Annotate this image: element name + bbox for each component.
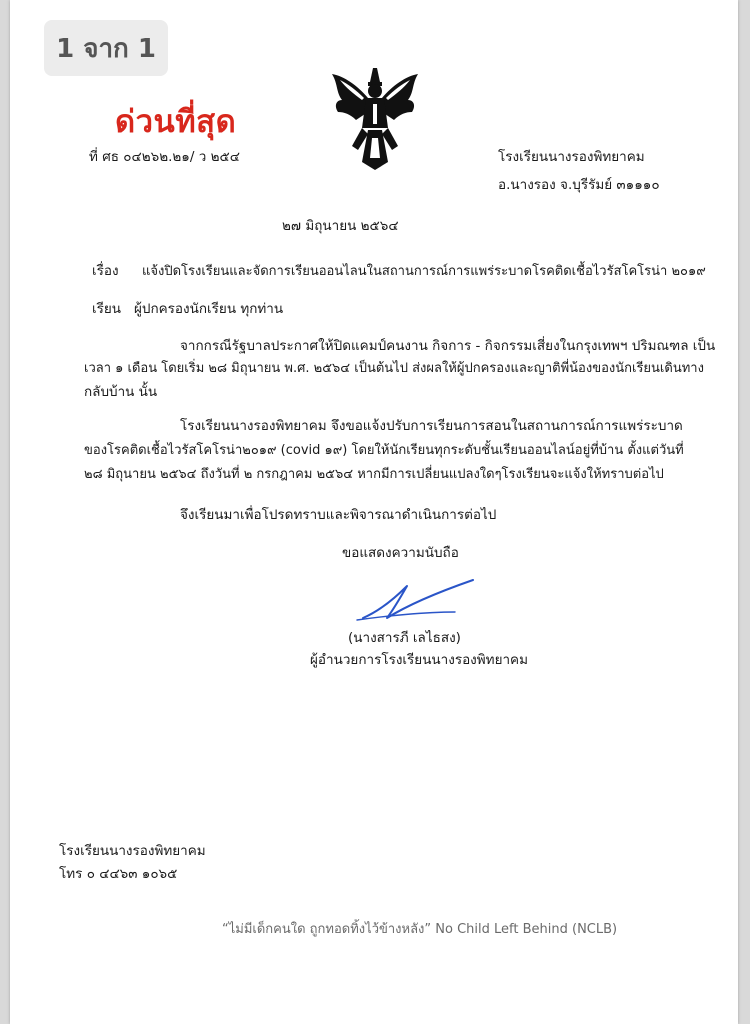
letter-date: ๒๗ มิถุนายน ๒๕๖๔ (282, 218, 399, 234)
body-line: กลับบ้าน นั้น (84, 384, 158, 400)
signer-name: (นางสารภี เลไธสง) (348, 630, 461, 646)
document-page (10, 0, 738, 1024)
reference-number: ที่ ศธ ๐๔๒๖๒.๒๑/ ว ๒๕๔ (89, 149, 240, 165)
motto: “ไม่มีเด็กคนใด ถูกทอดทิ้งไว้ข้างหลัง” No Child Left Behind (NCLB) (222, 922, 618, 937)
sender-name: โรงเรียนนางรองพิทยาคม (498, 149, 645, 165)
body-line: ๒๘ มิถุนายน ๒๕๖๔ ถึงวันที่ ๒ กรกฎาคม ๒๕๖๔ หากมีการเปลี่ยนแปลงใดๆโรงเรียนจะแจ้งให้ทราบต่อไป (84, 467, 664, 482)
signer-title: ผู้อำนวยการโรงเรียนนางรองพิทยาคม (310, 652, 528, 668)
footer-organization: โรงเรียนนางรองพิทยาคม (59, 843, 206, 859)
body-line: จากกรณีรัฐบาลประกาศให้ปิดแคมป์คนงาน กิจการ - กิจกรรมเสี่ยงในกรุงเทพฯ ปริมณฑล เป็น (180, 338, 716, 354)
salutation-label: เรียน (92, 301, 122, 317)
salutation-recipient: ผู้ปกครองนักเรียน ทุกท่าน (134, 301, 284, 317)
garuda-emblem-icon (328, 66, 422, 172)
subject-label: เรื่อง (92, 263, 119, 279)
footer-phone: โทร ๐ ๔๔๖๓ ๑๐๖๕ (59, 866, 178, 882)
urgency-stamp: ด่วนที่สุด (115, 104, 237, 140)
body-line: เวลา ๑ เดือน โดยเริ่ม ๒๘ มิถุนายน พ.ศ. ๒๕๖๔ เป็นต้นไป ส่งผลให้ผู้ปกครองและญาติพี่น้องของนักเรียนเดินทาง (84, 361, 704, 376)
subject-text: แจ้งปิดโรงเรียนและจัดการเรียนออนไลนในสถานการณ์การแพร่ระบาดโรคติดเชื้อไวรัสโคโรน่า ๒๐๑๙ (142, 264, 706, 279)
page-indicator: 1 จาก 1 (44, 20, 168, 76)
closing: ขอแสดงความนับถือ (342, 545, 459, 561)
body-line: โรงเรียนนางรองพิทยาคม จึงขอแจ้งปรับการเรียนการสอนในสถานการณ์การแพร่ระบาด (180, 418, 683, 434)
body-line: ของโรคติดเชื้อไวรัสโคโรน่า๒๐๑๙ (covid ๑๙) โดยให้นักเรียนทุกระดับชั้นเรียนออนไลน์อยู่ที่บ้าน ตั้งแต่วันที่ (84, 443, 684, 458)
body-line: จึงเรียนมาเพื่อโปรดทราบและพิจารณาดำเนินการต่อไป (180, 507, 497, 523)
signature-image (355, 572, 480, 624)
sender-address: อ.นางรอง จ.บุรีรัมย์ ๓๑๑๑๐ (498, 177, 660, 193)
